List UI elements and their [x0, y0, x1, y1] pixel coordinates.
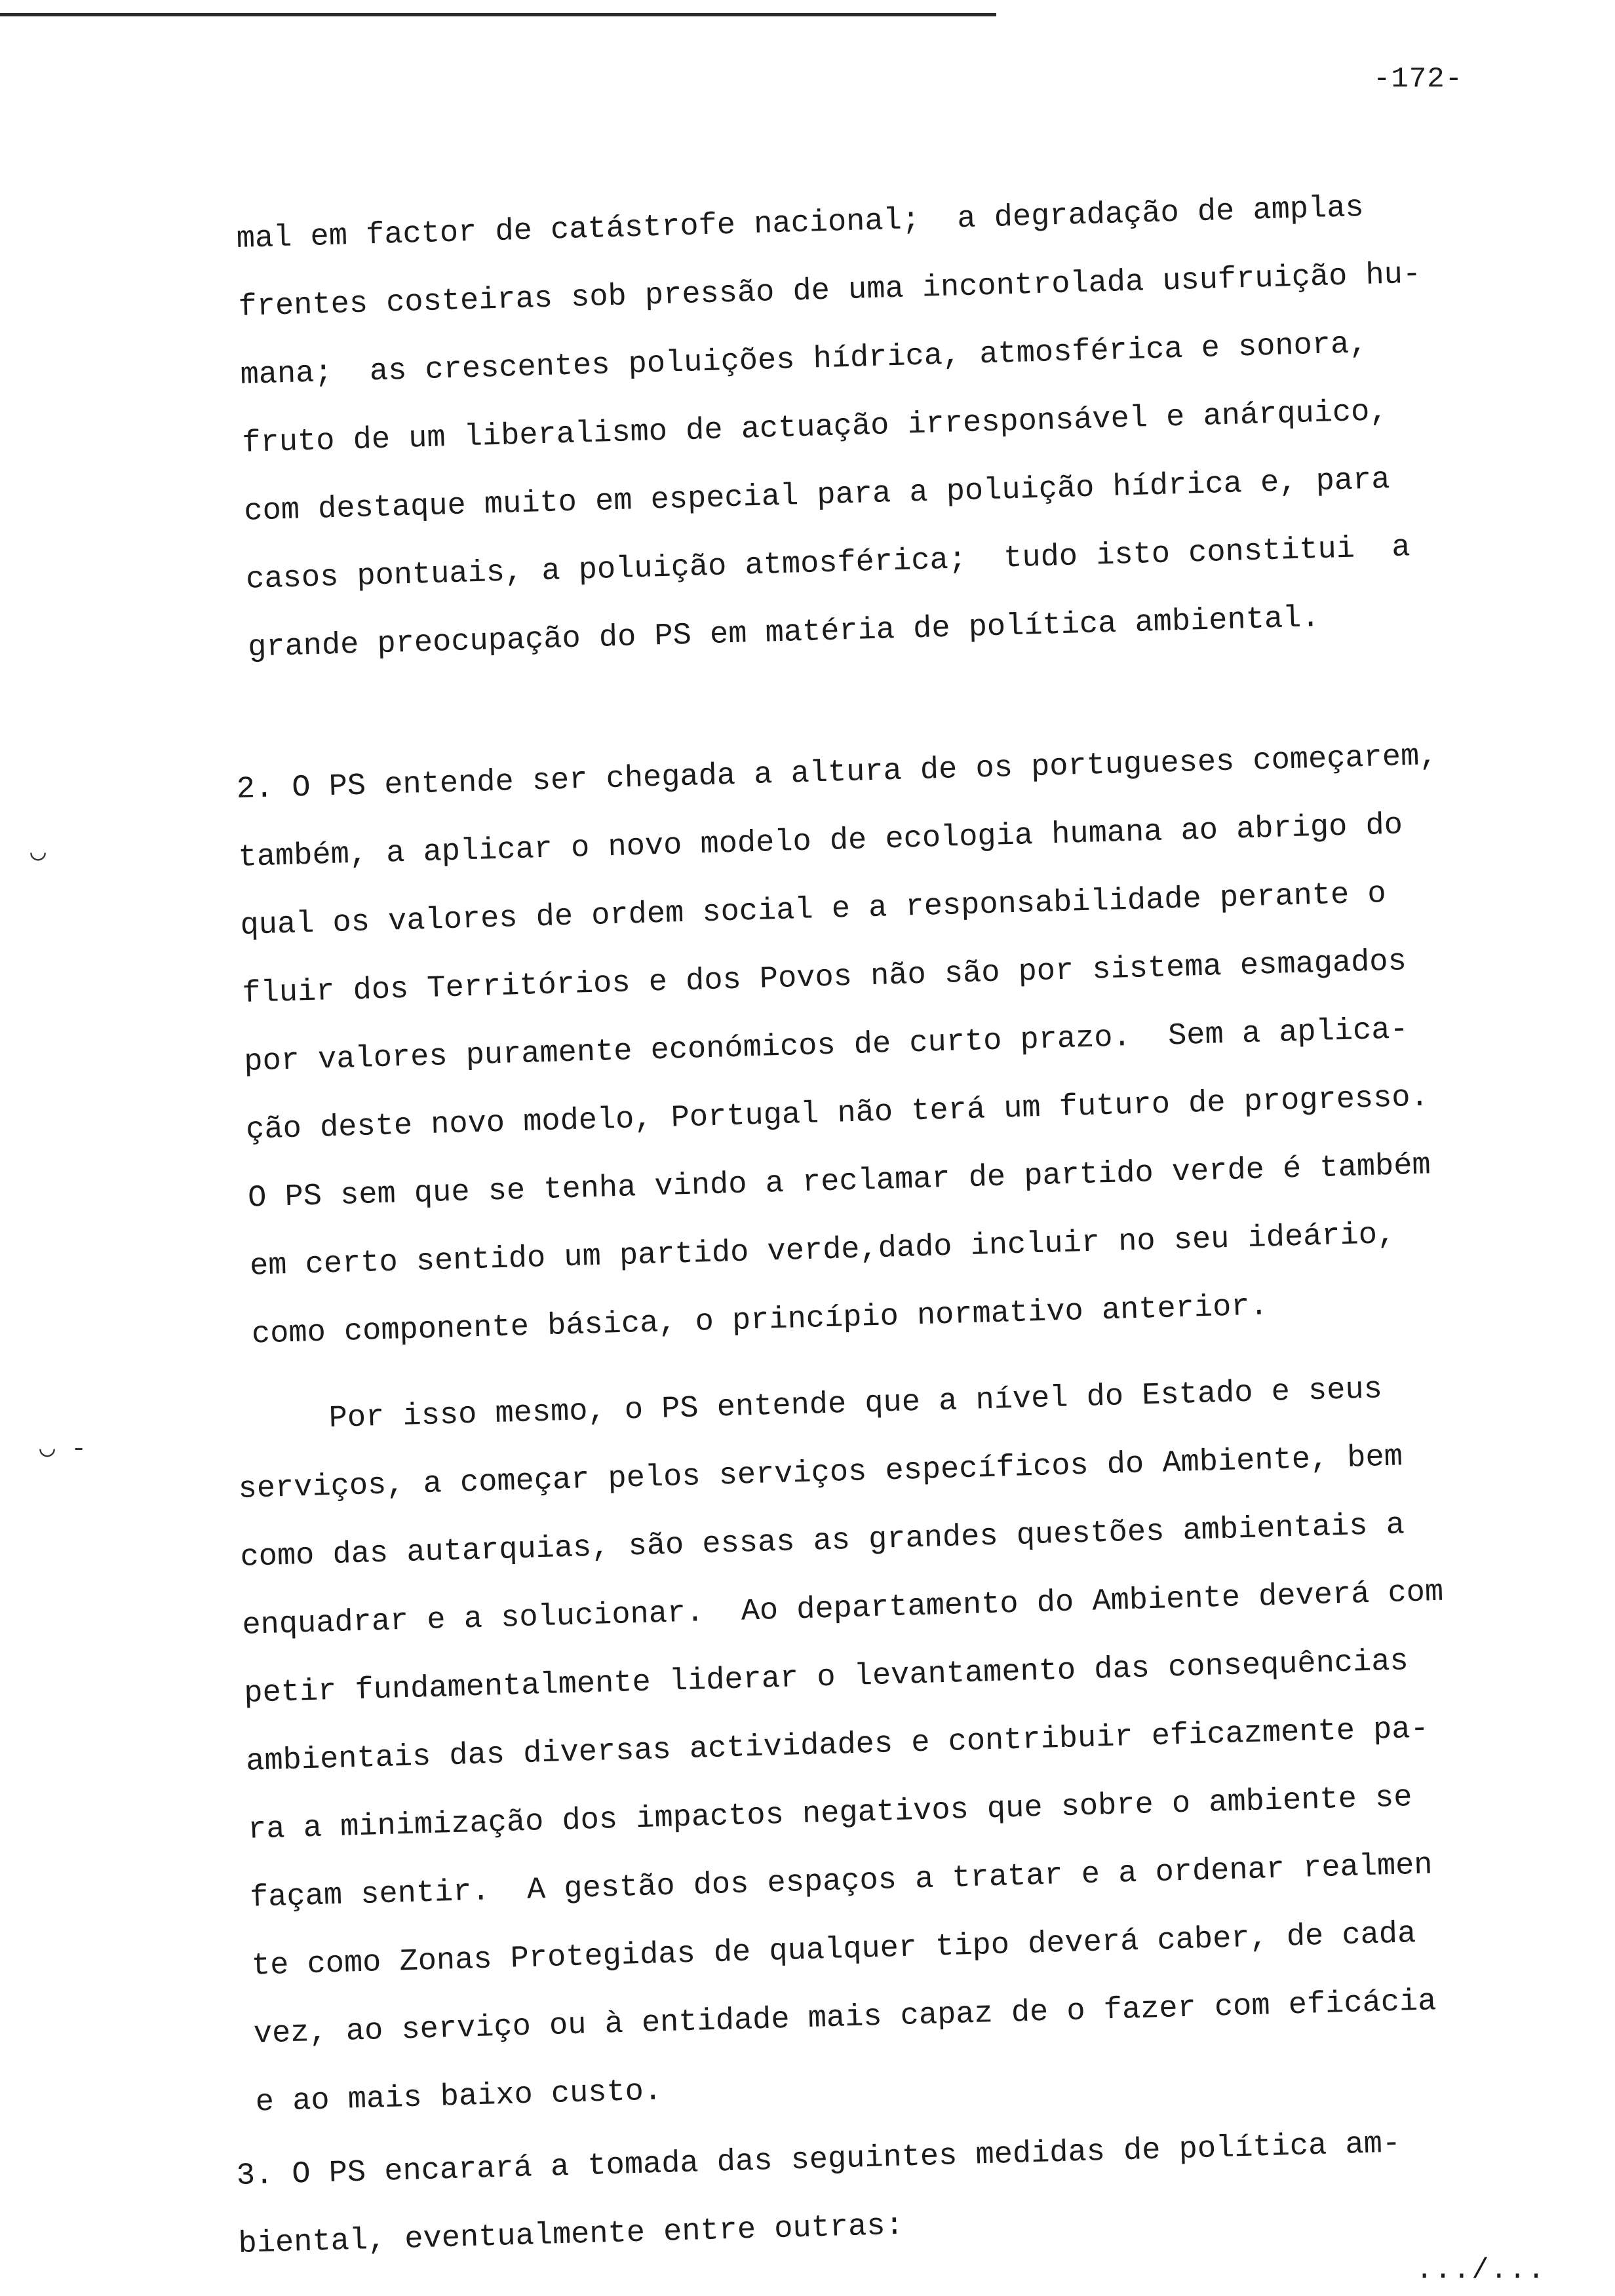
section-2-continued: [236, 1366, 1520, 2120]
text-line: te como Zonas Protegidas de qualquer tipo deverá caber, de cada: [251, 1917, 1416, 1984]
text-line: por valores puramente económicos de curto prazo. Sem a aplica-: [243, 1012, 1409, 1080]
text-line: grande preocupação do PS em matéria de política ambiental.: [247, 601, 1321, 666]
text-line: frentes costeiras sob pressão de uma incontrolada usufruição hu-: [237, 257, 1422, 325]
top-rule: [0, 13, 996, 16]
section-3: [236, 2121, 1520, 2262]
section-2: [236, 735, 1520, 1352]
text-line: em certo sentido um partido verde,dado incluir no seu ideário,: [249, 1217, 1396, 1284]
text-line: como componente básica, o princípio normativo anterior.: [251, 1289, 1269, 1352]
text-line: Por isso mesmo, o PS entende que a nível do Estado e seus: [236, 1372, 1383, 1439]
text-line: 3. O PS encarará a tomada das seguintes medidas de política am-: [236, 2126, 1401, 2194]
text-line: também, a aplicar o novo modelo de ecologia humana ao abrigo do: [237, 808, 1403, 875]
page-number: -172-: [1373, 63, 1464, 96]
continuation-mark: .../...: [1416, 2254, 1546, 2287]
text-line: vez, ao serviço ou à entidade mais capaz de o fazer com eficácia: [253, 1984, 1437, 2052]
text-line: ção deste novo modelo, Portugal não terá um futuro de progresso.: [245, 1080, 1430, 1148]
text-line: mana; as crescentes poluições hídrica, atmosférica e sonora,: [239, 326, 1369, 393]
text-line: casos pontuais, a poluição atmosférica; tudo isto constitui a: [245, 530, 1411, 598]
text-line: 2. O PS entende ser chegada a altura de os portugueses começarem,: [236, 738, 1439, 807]
text-line: fluir dos Territórios e dos Povos não são por sistema esmagados: [241, 944, 1407, 1012]
text-line: enquadrar e a solucionar. Ao departamento do Ambiente deverá com: [241, 1575, 1444, 1643]
text-line: e ao mais baixo custo.: [255, 2074, 663, 2120]
text-line: fruto de um liberalismo de actuação irresponsável e anárquico,: [241, 394, 1389, 461]
text-line: petir fundamentalmente liderar o levantamento das consequências: [243, 1644, 1409, 1712]
text-line: O PS sem que se tenha vindo a reclamar de partido verde é também: [247, 1148, 1431, 1216]
text-line: façam sentir. A gestão dos espaços a tratar e a ordenar realmen: [249, 1848, 1433, 1916]
text-line: mal em factor de catástrofe nacional; a degradação de amplas: [236, 190, 1365, 257]
text-line: qual os valores de ordem social e a responsabilidade perante o: [239, 877, 1387, 944]
text-line: serviços, a começar pelos serviços específicos do Ambiente, bem: [237, 1440, 1403, 1507]
text-line: ra a minimização dos impactos negativos que sobre o ambiente se: [247, 1780, 1413, 1848]
intro-paragraph: [236, 184, 1520, 666]
margin-mark: ◡ -: [39, 1435, 87, 1464]
text-line: ambientais das diversas actividades e contribuir eficazmente pa-: [245, 1712, 1430, 1780]
text-line: como das autarquias, são essas as grandes questões ambientais a: [239, 1508, 1405, 1575]
margin-mark: ◡: [30, 839, 47, 868]
text-line: com destaque muito em especial para a poluição hídrica e, para: [243, 463, 1391, 529]
text-line: biental, eventualmente entre outras:: [237, 2208, 905, 2262]
